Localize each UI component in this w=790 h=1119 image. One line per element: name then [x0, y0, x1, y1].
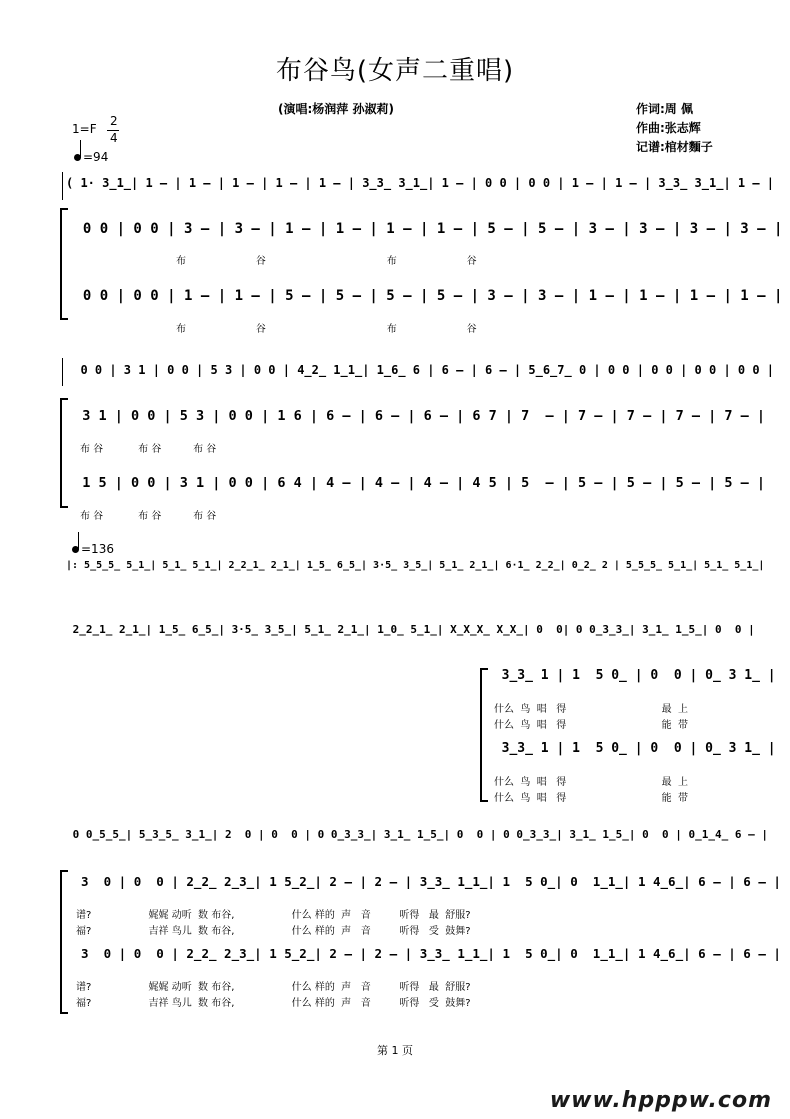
system5-lyric2b: 福? 吉祥 鸟儿 数 布谷, 什么 样的 声 音 听得 受 鼓舞?: [76, 998, 471, 1009]
system2-lyric1: 布 谷 布 谷 布 谷: [80, 444, 217, 455]
tempo-value: =94: [83, 150, 109, 164]
site-watermark: www.hpppw.com: [549, 1088, 772, 1113]
system2-lyric2: 布 谷 布 谷 布 谷: [80, 511, 217, 522]
system5-lyric1b: 福? 吉祥 鸟儿 数 布谷, 什么 样的 声 音 听得 受 鼓舞?: [76, 926, 471, 937]
system4-lyric2a: 什么 鸟 唱 得 最 上: [494, 777, 688, 788]
system5-bracket: [60, 870, 68, 1014]
time-signature-top: 2: [110, 114, 118, 128]
song-title: 布谷鸟(女声二重唱): [275, 56, 515, 86]
quarter-note-icon: [72, 546, 79, 553]
time-signature-bottom: 4: [110, 131, 118, 145]
system5-lyric1a: 谱? 娓娓 动听 数 布谷, 什么 样的 声 音 听得 最 舒服?: [76, 910, 471, 921]
system2-start-bar: [62, 358, 63, 386]
system4-lyric2b: 什么 鸟 唱 得 能 带: [494, 793, 688, 804]
system5-voice1: 3 0 | 0 0 | 2̲2̲ 2̲3̲| 1 5̲2̲| 2 – | 2 – | 3̲3̲ 1̲1̲| 1 5 0̲| 0 1̲1̲| 1 4̲6̲| 6 – | 6 – |: [66, 874, 781, 889]
lyricist: 作词:周 佩: [636, 102, 693, 116]
transcriber: 记谱:棺材麵子: [636, 140, 713, 154]
system2-voice1: 3 1 | 0 0 | 5 3 | 0 0 | 1 6 | 6 – | 6 – | 6 – | 6 7 | 7 – | 7 – | 7 – | 7 – | 7 – |: [66, 408, 765, 424]
system1-voice2: 0 0 | 0 0 | 1 – | 1 – | 5 – | 5 – | 5 – | 5 – | 3 – | 3 – | 1 – | 1 – | 1 – | 1 – |: [66, 288, 783, 304]
page-number: 第 1 页: [377, 1044, 413, 1057]
system5-lyric2a: 谱? 娓娓 动听 数 布谷, 什么 样的 声 音 听得 最 舒服?: [76, 982, 471, 993]
system3-melody: |: 5̲5̲5̲ 5̲1̲| 5̲1̲ 5̲1̲| 2̲2̲1̲ 2̲1̲| 1̲5̲ 6̲5̲| 3·5̲ 3̲5̲| 5̲1̲ 2̲1̲| 6·1̲ 2̲2̲| 0̲2̲ 2 | 5̲5̲5̲ 5̲1̲| 5̲1̲ 5̲1̲|: [66, 560, 765, 571]
quarter-note-icon: [74, 154, 81, 161]
system4-lyric1b: 什么 鸟 唱 得 能 带: [494, 720, 688, 731]
system4-lyric1a: 什么 鸟 唱 得 最 上: [494, 704, 688, 715]
system1-voice1: 0 0 | 0 0 | 3 – | 3 – | 1 – | 1 – | 1 – | 1 – | 5 – | 5 – | 3 – | 3 – | 3 – | 3 – |: [66, 221, 783, 237]
system5-melody: 0 0̲5̲5̲| 5̲3̲5̲ 3̲1̲| 2 0 | 0 0 | 0 0̲3̲3̲| 3̲1̲ 1̲5̲| 0 0 | 0 0̲3̲3̲| 3̲1̲ 1̲5̲| 0 0 | 0̲1̲4̲ 6 – |: [66, 828, 768, 841]
system2-melody: 0 0 | 3 1 | 0 0 | 5 3 | 0 0 | 4̲2̲ 1̲1̲| 1̲6̲ 6 | 6 – | 6 – | 5̲6̲7̲ 0 | 0 0 | 0 0 | 0 0 | 0 0 |: [66, 363, 775, 377]
system1-start-bar: [62, 172, 63, 200]
system1-melody: ( 1· 3̲1̲| 1 – | 1 – | 1 – | 1 – | 1 – | 3̲3̲ 3̲1̲| 1 – | 0 0 | 0 0 | 1 – | 1 – | 3̲3̲ 3̲1̲| 1 – |: [66, 176, 775, 190]
tempo-marking: [74, 150, 108, 164]
system1-lyric1: 布 谷 布 谷: [176, 256, 477, 267]
system1-lyric2: 布 谷 布 谷: [176, 324, 477, 335]
system4-melody: 2̲2̲1̲ 2̲1̲| 1̲5̲ 6̲5̲| 3·5̲ 3̲5̲| 5̲1̲ 2̲1̲| 1̲0̲ 5̲1̲| X̲X̲X̲ X̲X̲| 0 0| 0 0̲3̲3̲| 3̲1̲ 1̲5̲| 0 0 |: [66, 623, 755, 636]
tempo-value-2: =136: [81, 542, 114, 556]
system4-voice1: 3̲3̲ 1 | 1 5 0̲ | 0 0 | 0̲ 3 1̲ |: [486, 668, 776, 683]
tempo-marking-2: [72, 542, 114, 556]
system2-voice2: 1 5 | 0 0 | 3 1 | 0 0 | 6 4 | 4 – | 4 – | 4 – | 4 5 | 5 – | 5 – | 5 – | 5 – | 5 – |: [66, 475, 765, 491]
system4-bracket: [480, 668, 488, 802]
performers: (演唱:杨润萍 孙淑莉): [278, 102, 394, 116]
composer: 作曲:张志辉: [636, 121, 701, 135]
key-signature: 1=F: [72, 122, 97, 136]
system4-voice2: 3̲3̲ 1 | 1 5 0̲ | 0 0 | 0̲ 3 1̲ |: [486, 741, 776, 756]
system5-voice2: 3 0 | 0 0 | 2̲2̲ 2̲3̲| 1 5̲2̲| 2 – | 2 – | 3̲3̲ 1̲1̲| 1 5 0̲| 0 1̲1̲| 1 4̲6̲| 6 – | 6 – |: [66, 946, 781, 961]
